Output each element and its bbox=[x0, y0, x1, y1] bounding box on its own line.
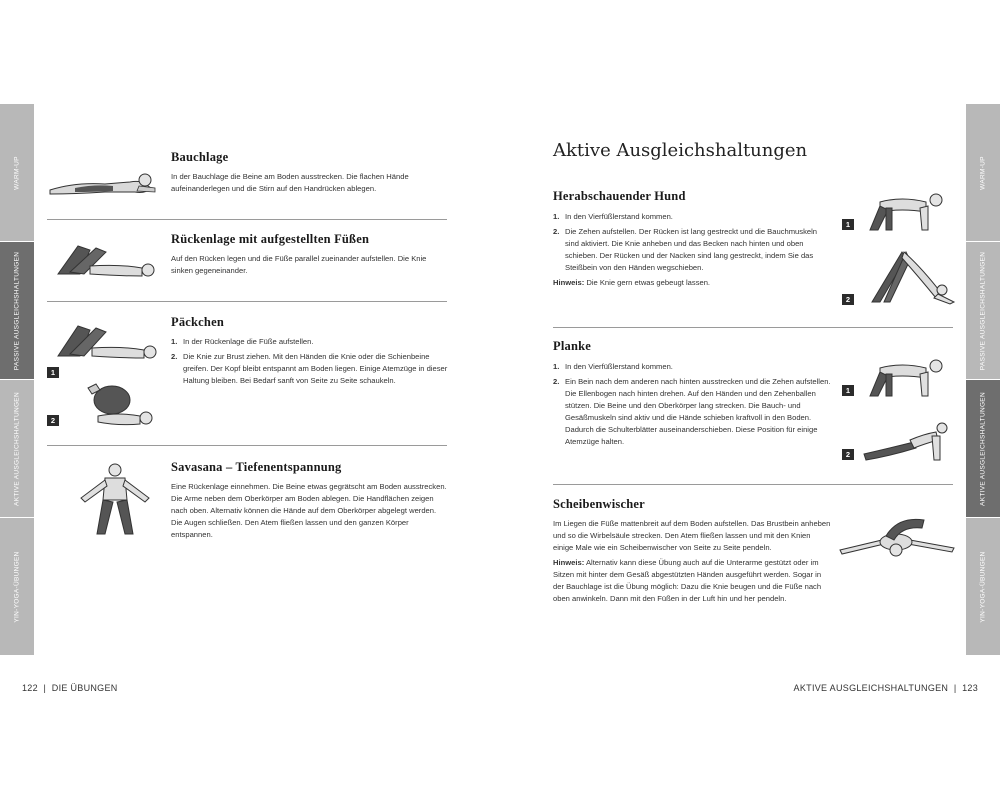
tab-label: AKTIVE AUSGLEICHSHALTUNGEN bbox=[979, 391, 987, 506]
tab-label: WARM-UP bbox=[13, 155, 21, 190]
section-title: Savasana – Tiefenentspannung bbox=[171, 460, 342, 474]
section-title: Planke bbox=[553, 339, 592, 353]
savasana-section bbox=[171, 460, 449, 541]
step-text: In den Vierfüßlerstand kommen. bbox=[565, 212, 673, 221]
tab-warm-up[interactable] bbox=[0, 104, 34, 242]
tabletop-pose-illustration bbox=[862, 352, 954, 402]
paeckchen-step1-illustration bbox=[52, 318, 162, 362]
step-number: 1. bbox=[553, 362, 560, 371]
step-text: Die Zehen aufstellen. Der Rücken ist lang gestreckt und die Bauchmuskeln sind aktiviert. Die Knie anheben und das Becken nach hinten und oben schieben. Der Rücken und der Nacken sind lang gestreckt, indem Sie das Steißbein von den Händen wegschieben. bbox=[565, 227, 817, 272]
tab-warm-up[interactable] bbox=[966, 104, 1000, 242]
paeckchen-step2-illustration bbox=[78, 382, 158, 430]
hint-label: Hinweis: bbox=[553, 558, 585, 567]
tab-passive[interactable] bbox=[966, 242, 1000, 380]
list-item bbox=[171, 351, 449, 387]
section-text: In der Bauchlage die Beine am Boden ausstrecken. Die flachen Hände aufeinanderlegen und die Stirn auf den Handrücken ablegen. bbox=[171, 172, 409, 193]
page-number: 123 bbox=[962, 683, 978, 693]
step-number: 2. bbox=[553, 227, 560, 236]
tab-passive[interactable] bbox=[0, 242, 34, 380]
step-text: Ein Bein nach dem anderen nach hinten ausstrecken und die Zehen aufstellen. Die Ellenbogen nach hinten drehen. Auf den Händen und den Zehenballen stützen. Die Beine und den Oberkörper lang strecken. Die Bauch- und Gesäßmuskeln sind aktiv und die Hände schieben kraftvoll in den Boden. Dadurch die Schulterblätter auseinanderschieben. Diese Position für einige Atemzüge halten. bbox=[565, 377, 831, 446]
section-text: Im Liegen die Füße mattenbreit auf dem Boden aufstellen. Das Brustbein anheben und so die Wirbelsäule strecken. Den Atem fließen lassen und mit den Knien einige Male wie ein Scheibenwischer von Seite zu Seite pendeln. bbox=[553, 519, 831, 552]
section-title: Bauchlage bbox=[171, 150, 229, 164]
list-item bbox=[553, 211, 833, 223]
list-item bbox=[553, 226, 833, 274]
section-title: Rückenlage mit aufgestellten Füßen bbox=[171, 232, 370, 246]
rueckenlage-section bbox=[171, 232, 447, 277]
step-list bbox=[553, 361, 833, 448]
divider bbox=[47, 301, 447, 302]
section-title: Päckchen bbox=[171, 315, 224, 329]
hint-body: Die Knie gern etwas gebeugt lassen. bbox=[586, 278, 711, 287]
page-title: Aktive Ausgleichshaltungen bbox=[553, 140, 808, 161]
section-text: Eine Rückenlage einnehmen. Die Beine etwas gegrätscht am Boden ausstrecken. Die Arme neben dem Oberkörper am Boden ablegen. Die Handflächen zeigen nach oben. Alternativ können die Hände auf dem Oberkörper abgelegt werden. Die Augen schließen. Den Atem fließen lassen und den ganzen Körper entspannen. bbox=[171, 482, 447, 539]
step-badge: 2 bbox=[47, 415, 59, 426]
step-number: 2. bbox=[553, 377, 560, 386]
step-text: In den Vierfüßlerstand kommen. bbox=[565, 362, 673, 371]
section-title: Herabschauender Hund bbox=[553, 189, 686, 203]
hint-text bbox=[553, 557, 831, 605]
step-text: Die Knie zur Brust ziehen. Mit den Händen die Knie oder die Schienbeine greifen. Der Kopf bleibt entspannt am Boden liegen. Einige Atemzüge in dieser Haltung bleiben. Bei Bedarf sanft von Seite zu Seite schaukeln. bbox=[183, 352, 448, 385]
tab-yin-yoga[interactable] bbox=[0, 518, 34, 656]
tab-aktive[interactable] bbox=[966, 380, 1000, 518]
step-badge: 1 bbox=[842, 219, 854, 230]
hint-body: Alternativ kann diese Übung auch auf die Unterarme gestützt oder im Sitzen mit hinter dem Gesäß abgestützten Händen ausgeführt werden. Sogar in der Bauchlage ist die Übung möglich: Dazu die Knie beugen und die Füße nach oben anwinkeln. Dann mit den Füßen in der Luft hin und her pendeln. bbox=[553, 558, 822, 603]
prone-pose-illustration bbox=[45, 164, 160, 200]
step-badge: 1 bbox=[47, 367, 59, 378]
list-item bbox=[553, 361, 833, 373]
planke-section bbox=[553, 339, 833, 451]
footer-section: AKTIVE AUSGLEICHSHALTUNGEN bbox=[793, 683, 949, 693]
tab-label: PASSIVE AUSGLEICHSHALTUNGEN bbox=[13, 251, 21, 370]
step-number: 1. bbox=[171, 337, 178, 346]
tab-label: YIN-YOGA-ÜBUNGEN bbox=[979, 550, 987, 623]
hint-text bbox=[553, 277, 833, 289]
divider bbox=[553, 327, 953, 328]
step-list bbox=[171, 336, 449, 387]
step-text: In der Rückenlage die Füße aufstellen. bbox=[183, 337, 314, 346]
tab-label: PASSIVE AUSGLEICHSHALTUNGEN bbox=[979, 251, 987, 370]
hint-label: Hinweis: bbox=[553, 278, 585, 287]
step-number: 2. bbox=[171, 352, 178, 361]
step-number: 1. bbox=[553, 212, 560, 221]
divider bbox=[47, 445, 447, 446]
divider bbox=[553, 484, 953, 485]
footer-separator: | bbox=[43, 683, 47, 693]
step-list bbox=[553, 211, 833, 274]
tab-label: AKTIVE AUSGLEICHSHALTUNGEN bbox=[13, 391, 21, 506]
tabletop-pose-illustration bbox=[862, 186, 954, 236]
scheibenwischer-section bbox=[553, 497, 831, 605]
bauchlage-section bbox=[171, 150, 447, 195]
tab-aktive[interactable] bbox=[0, 380, 34, 518]
paeckchen-section bbox=[171, 315, 449, 390]
savasana-illustration bbox=[75, 462, 155, 538]
supine-knees-up-illustration bbox=[50, 236, 160, 282]
list-item bbox=[553, 376, 833, 448]
hund-section bbox=[553, 189, 833, 289]
step-badge: 2 bbox=[842, 449, 854, 460]
page-number: 122 bbox=[22, 683, 38, 693]
section-title: Scheibenwischer bbox=[553, 497, 645, 511]
divider bbox=[47, 219, 447, 220]
left-footer bbox=[22, 683, 118, 693]
tab-label: WARM-UP bbox=[979, 155, 987, 190]
tab-yin-yoga[interactable] bbox=[966, 518, 1000, 656]
section-text: Auf den Rücken legen und die Füße parallel zueinander aufstellen. Die Knie sinken gegeneinander. bbox=[171, 254, 427, 275]
list-item bbox=[171, 336, 449, 348]
right-footer bbox=[794, 683, 978, 693]
plank-illustration bbox=[860, 414, 954, 464]
tab-label: YIN-YOGA-ÜBUNGEN bbox=[13, 550, 21, 623]
footer-separator: | bbox=[953, 683, 957, 693]
step-badge: 2 bbox=[842, 294, 854, 305]
windshield-wiper-illustration bbox=[838, 512, 956, 558]
downward-dog-illustration bbox=[862, 246, 960, 308]
step-badge: 1 bbox=[842, 385, 854, 396]
footer-section: DIE ÜBUNGEN bbox=[51, 683, 118, 693]
